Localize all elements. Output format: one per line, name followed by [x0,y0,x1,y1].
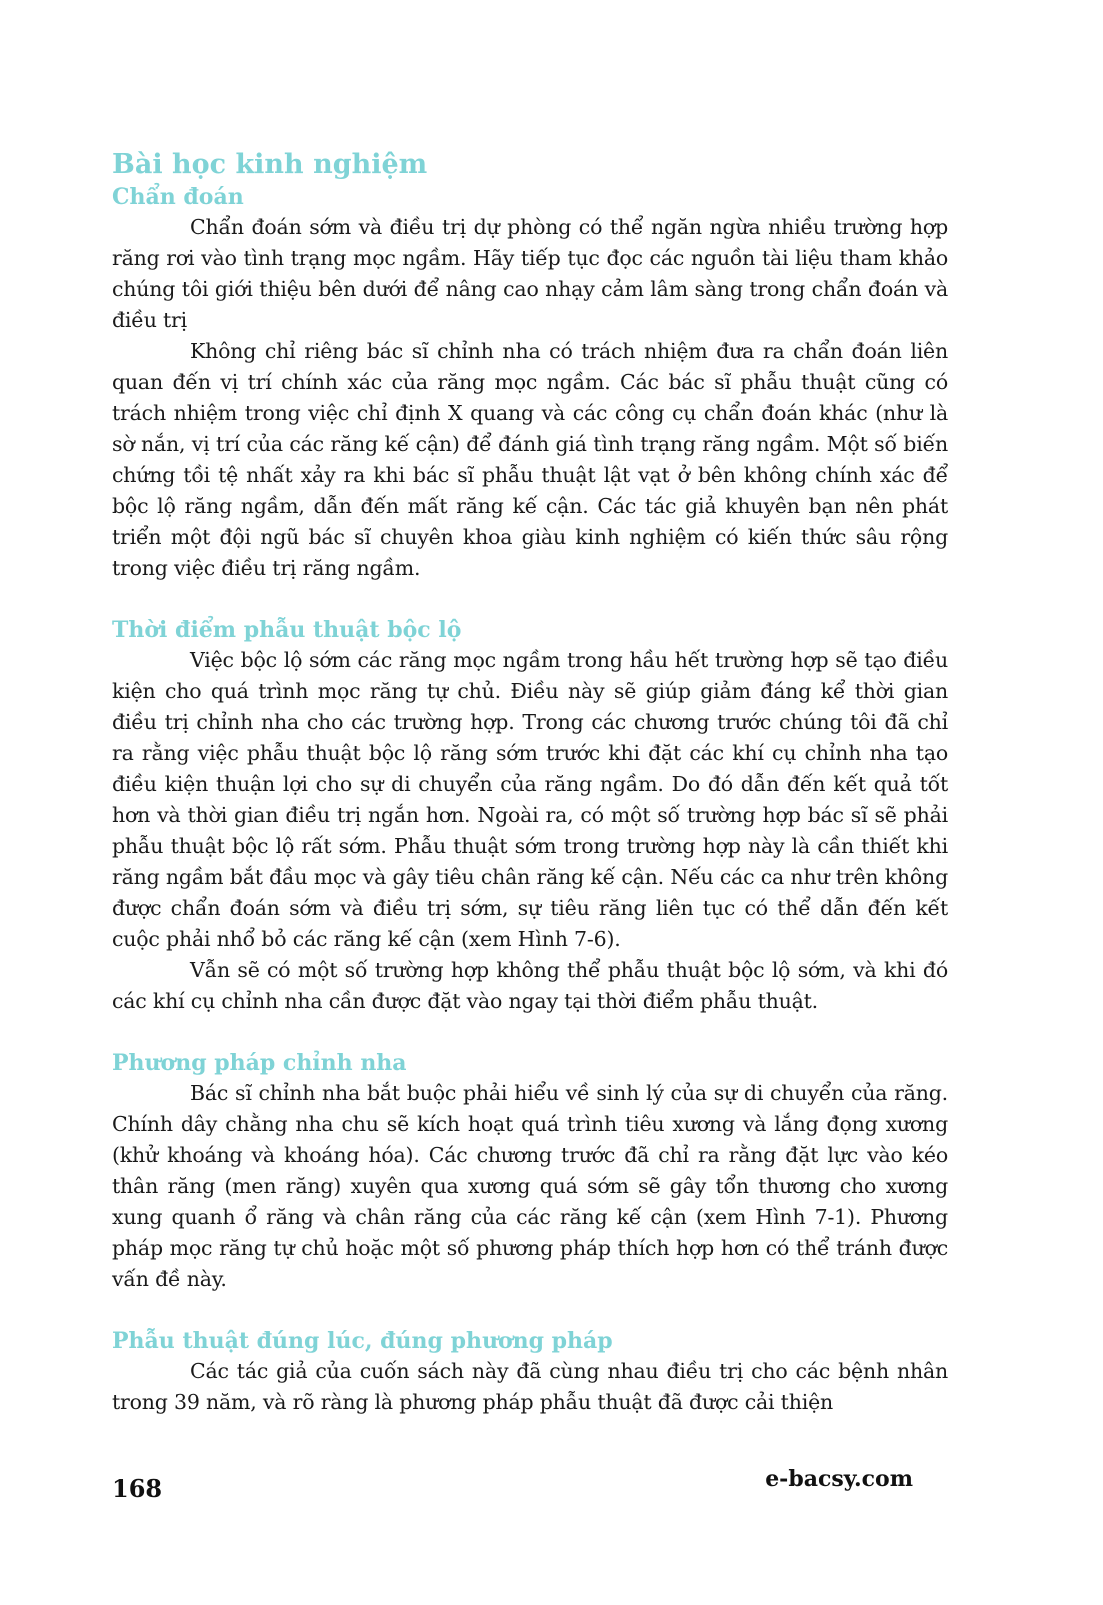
page-content [112,148,948,1418]
website-footer: e-bacsy.com [765,1466,913,1492]
section-chan-doan [112,182,948,584]
paragraph: Không chỉ riêng bác sĩ chỉnh nha có trách nhiệm đưa ra chẩn đoán liên quan đến vị trí chính xác của răng mọc ngầm. Các bác sĩ phẫu thuật cũng có trách nhiệm trong việc chỉ định X quang và các công cụ chẩn đoán khác (như là sờ nắn, vị trí của các răng kế cận) để đánh giá tình trạng răng ngầm. Một số biến chứng tồi tệ nhất xảy ra khi bác sĩ phẫu thuật lật vạt ở bên không chính xác để bộc lộ răng ngầm, dẫn đến mất răng kế cận. Các tác giả khuyên bạn nên phát triển một đội ngũ bác sĩ chuyên khoa giàu kinh nghiệm có kiến thức sâu rộng trong việc điều trị răng ngầm. [112,339,948,580]
paragraph: Việc bộc lộ sớm các răng mọc ngầm trong hầu hết trường hợp sẽ tạo điều kiện cho quá trình mọc răng tự chủ. Điều này sẽ giúp giảm đáng kể thời gian điều trị chỉnh nha cho các trường hợp. Trong các chương trước chúng tôi đã chỉ ra rằng việc phẫu thuật bộc lộ răng sớm trước khi đặt các khí cụ chỉnh nha tạo điều kiện thuận lợi cho sự di chuyển của răng ngầm. Do đó dẫn đến kết quả tốt hơn và thời gian điều trị ngắn hơn. Ngoài ra, có một số trường hợp bác sĩ sẽ phải phẫu thuật bộc lộ rất sớm. Phẫu thuật sớm trong trường hợp này là cần thiết khi răng ngầm bắt đầu mọc và gây tiêu chân răng kế cận. Nếu các ca như trên không được chẩn đoán sớm và điều trị sớm, sự tiêu răng liên tục có thể dẫn đến kết cuộc phải nhổ bỏ các răng kế cận (xem Hình 7-6). [112,648,948,951]
section-title: Phẫu thuật đúng lúc, đúng phương pháp [112,1328,613,1354]
section-phau-thuat [112,1326,948,1418]
paragraph: Các tác giả của cuốn sách này đã cùng nhau điều trị cho các bệnh nhân trong 39 năm, và rõ ràng là phương pháp phẫu thuật đã được cải thiện [112,1359,948,1414]
section-title: Thời điểm phẫu thuật bộc lộ [112,617,462,643]
page-number: 168 [112,1474,163,1503]
page-heading: Bài học kinh nghiệm [112,149,428,180]
section-title: Phương pháp chỉnh nha [112,1050,407,1076]
paragraph: Vẫn sẽ có một số trường hợp không thể phẫu thuật bộc lộ sớm, và khi đó các khí cụ chỉnh nha cần được đặt vào ngay tại thời điểm phẫu thuật. [112,958,948,1013]
section-phuong-phap [112,1048,948,1295]
paragraph: Bác sĩ chỉnh nha bắt buộc phải hiểu về sinh lý của sự di chuyển của răng. Chính dây chằng nha chu sẽ kích hoạt quá trình tiêu xương và lắng đọng xương (khử khoáng và khoáng hóa). Các chương trước đã chỉ ra rằng đặt lực vào kéo thân răng (men răng) xuyên qua xương quá sớm sẽ gây tổn thương cho xương xung quanh ổ răng và chân răng của các răng kế cận (xem Hình 7-1). Phương pháp mọc răng tự chủ hoặc một số phương pháp thích hợp hơn có thể tránh được vấn đề này. [112,1081,948,1291]
section-thoi-diem [112,615,948,1017]
paragraph: Chẩn đoán sớm và điều trị dự phòng có thể ngăn ngừa nhiều trường hợp răng rơi vào tình trạng mọc ngầm. Hãy tiếp tục đọc các nguồn tài liệu tham khảo chúng tôi giới thiệu bên dưới để nâng cao nhạy cảm lâm sàng trong chẩn đoán và điều trị [112,215,948,332]
section-title: Chẩn đoán [112,184,244,210]
